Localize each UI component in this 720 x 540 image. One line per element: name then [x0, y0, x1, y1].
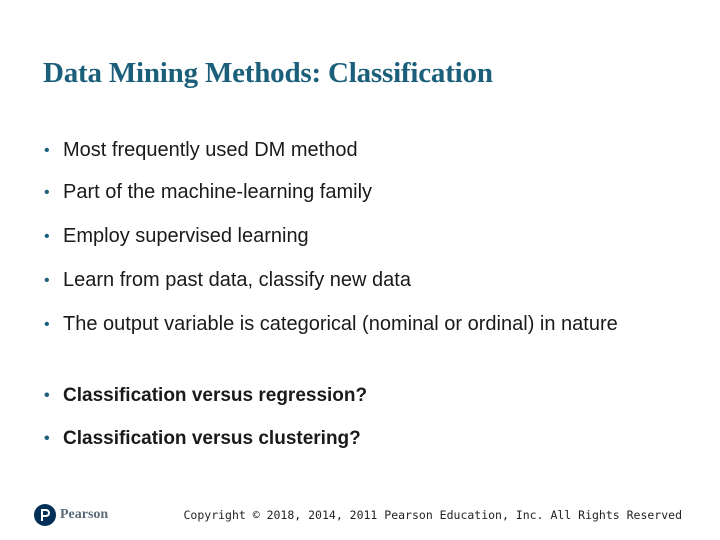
bullet-item — [44, 266, 664, 295]
bullet-item — [44, 310, 664, 339]
pearson-p-logo-icon — [34, 504, 56, 526]
bullet-item — [44, 381, 664, 410]
bullet-text: Classification versus clustering? — [63, 428, 361, 449]
bullet-dot-icon: • — [44, 142, 50, 159]
bullet-dot-icon: • — [44, 184, 50, 201]
bullet-item — [44, 136, 664, 165]
bullet-text: Classification versus regression? — [63, 385, 368, 406]
bullet-text: Part of the machine-learning family — [63, 181, 373, 203]
bullet-item — [44, 222, 664, 251]
bullet-item — [44, 424, 664, 453]
copyright-notice: Copyright © 2018, 2014, 2011 Pearson Education, Inc. All Rights Reserved — [183, 508, 682, 522]
logo-text: Pearson — [60, 507, 109, 522]
bullet-item — [44, 178, 664, 207]
bullet-text: Most frequently used DM method — [63, 139, 358, 161]
bullet-dot-icon: • — [44, 272, 50, 289]
bullet-text: Employ supervised learning — [63, 225, 309, 247]
bullet-dot-icon: • — [44, 430, 50, 447]
pearson-logo — [34, 504, 108, 526]
bullet-text: Learn from past data, classify new data — [63, 269, 411, 291]
bullet-dot-icon: • — [44, 228, 50, 245]
bullet-text: The output variable is categorical (nominal or ordinal) in nature — [63, 313, 618, 335]
bullet-dot-icon: • — [44, 387, 50, 404]
bullet-dot-icon: • — [44, 316, 50, 333]
slide-title: Data Mining Methods: Classification — [43, 57, 493, 89]
